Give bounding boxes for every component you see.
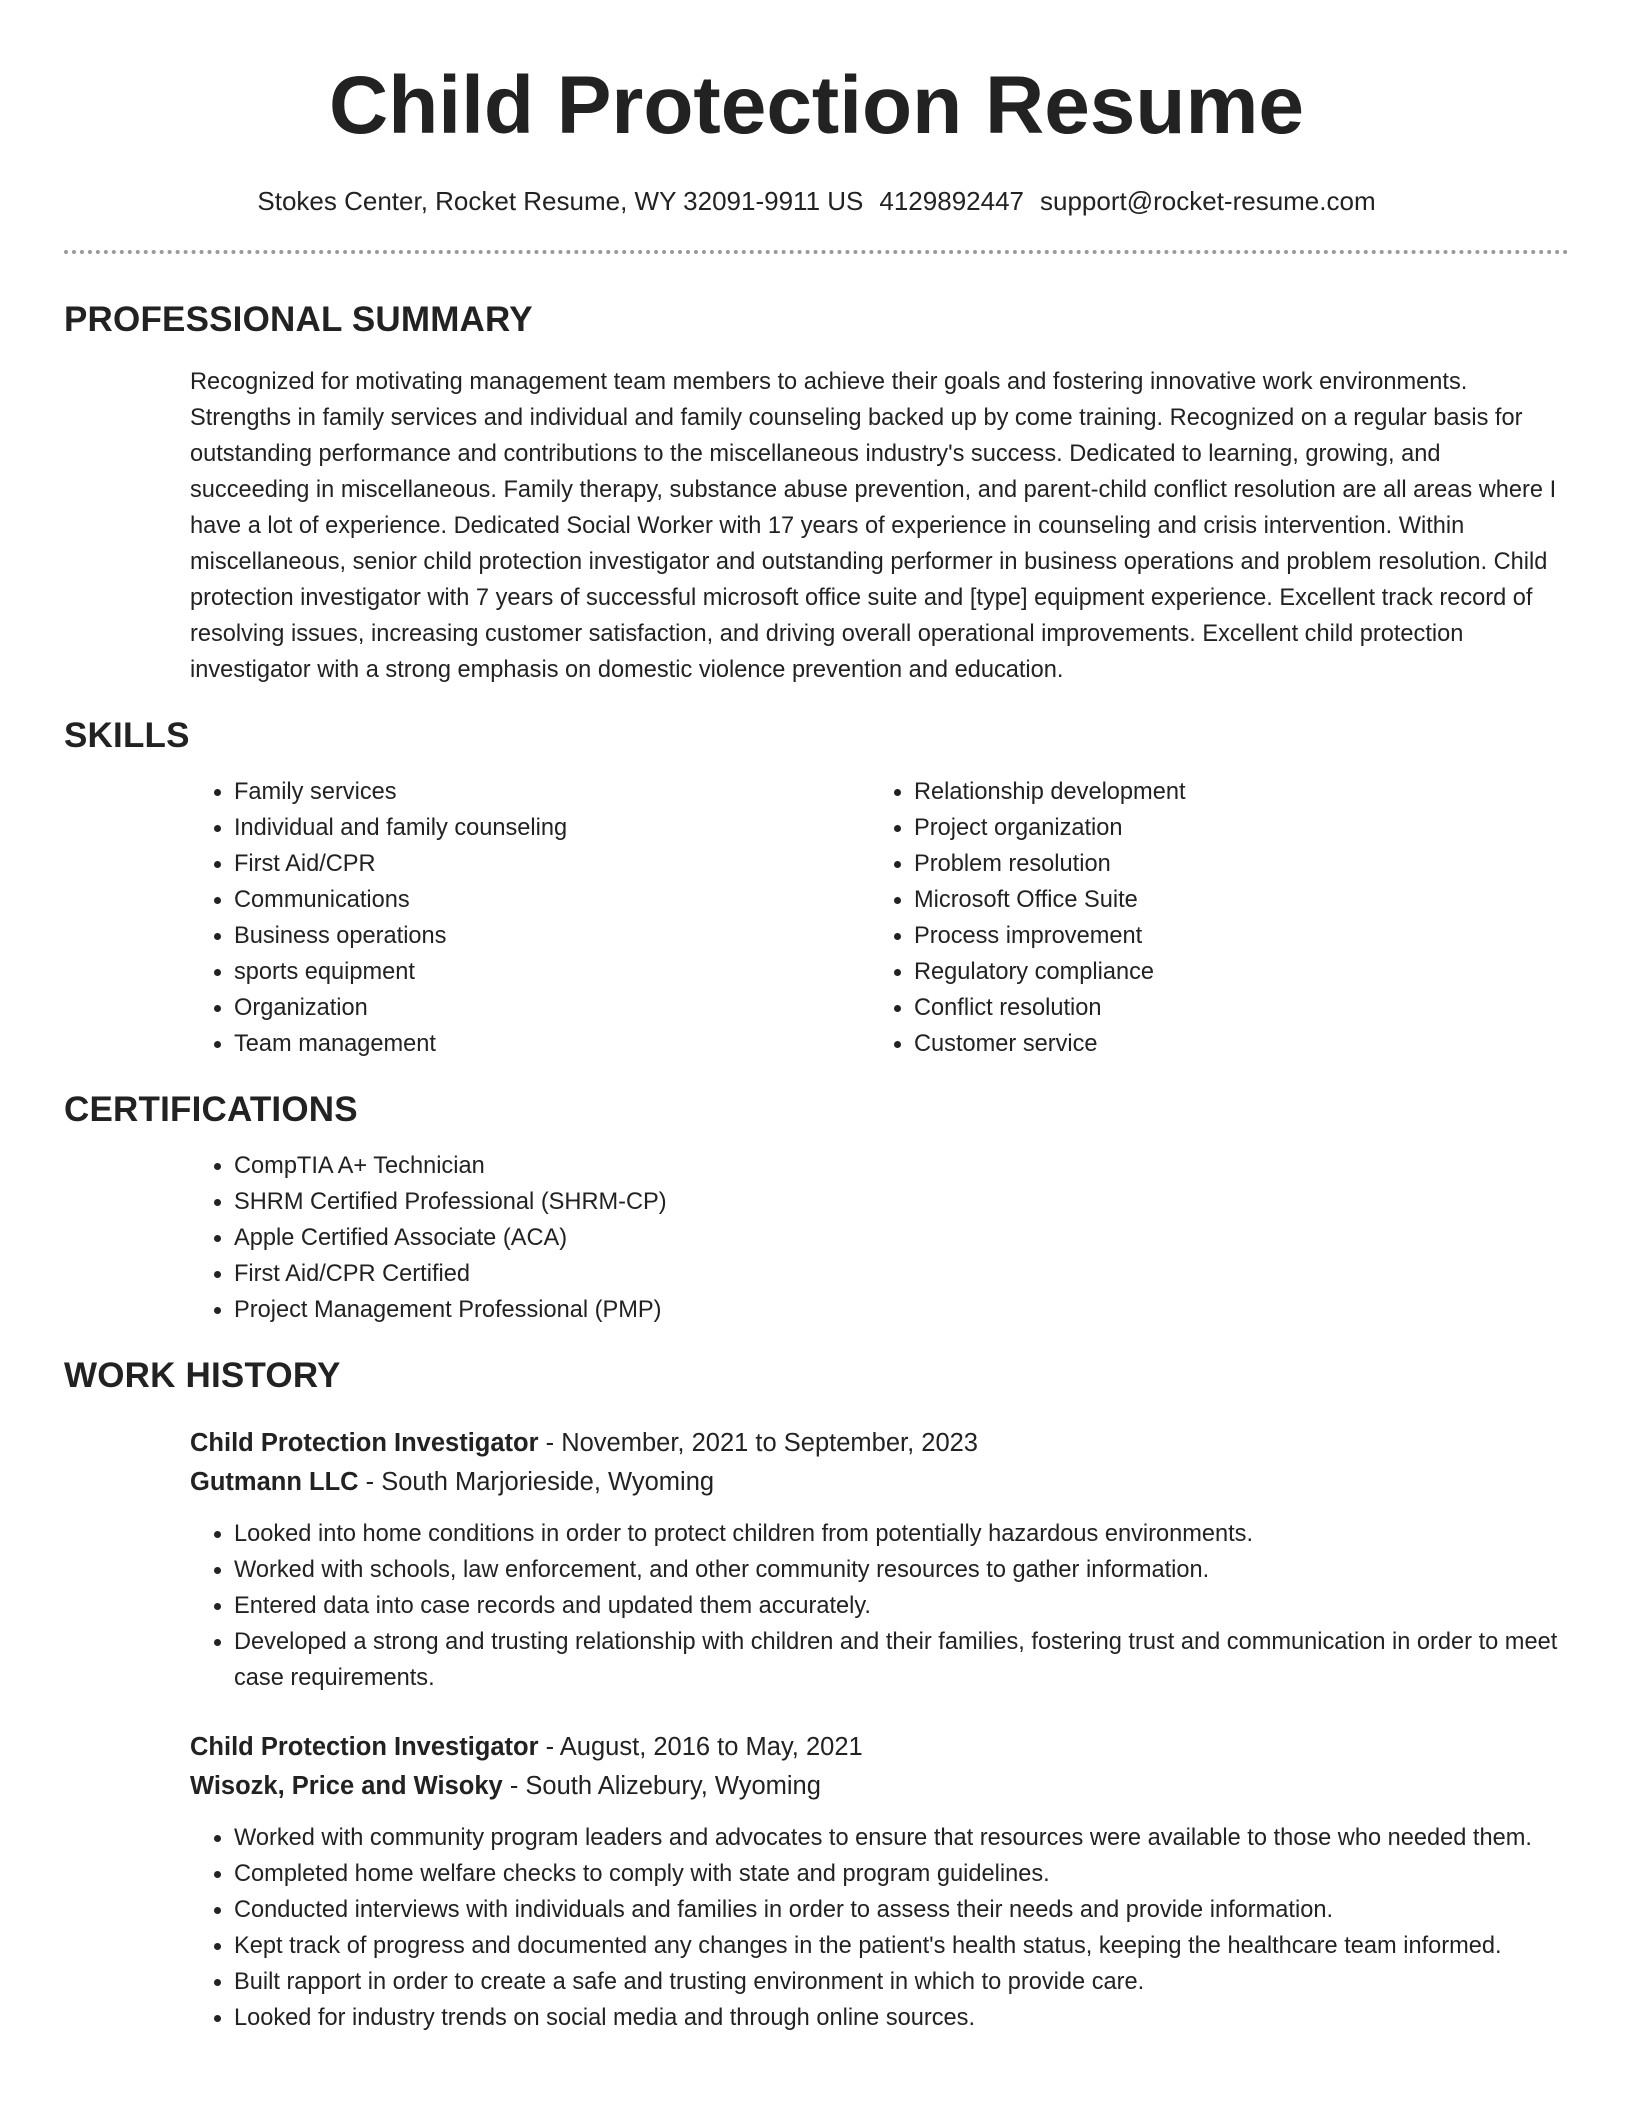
skill-item: • Business operations bbox=[234, 918, 870, 954]
certification-item: • CompTIA A+ Technician bbox=[234, 1148, 1569, 1184]
job-entry bbox=[190, 1424, 1569, 1696]
job-company-line bbox=[190, 1463, 1569, 1502]
job-bullet: • Looked into home conditions in order to protect children from potentially hazardous environments. bbox=[234, 1516, 1569, 1552]
skill-item: • Team management bbox=[234, 1026, 870, 1062]
skill-item: • Regulatory compliance bbox=[914, 954, 1550, 990]
job-company: Wisozk, Price and Wisoky bbox=[190, 1772, 503, 1800]
job-company-line bbox=[190, 1767, 1569, 1806]
work-history-heading: WORK HISTORY bbox=[64, 1356, 341, 1395]
skill-item: • Individual and family counseling bbox=[234, 810, 870, 846]
certification-item: • SHRM Certified Professional (SHRM-CP) bbox=[234, 1184, 1569, 1220]
job-company: Gutmann LLC bbox=[190, 1468, 359, 1496]
skill-item: • Organization bbox=[234, 990, 870, 1026]
job-dates: - November, 2021 to September, 2023 bbox=[538, 1429, 978, 1457]
contact-phone: 4129892447 bbox=[879, 186, 1024, 216]
summary-text: Recognized for motivating management team members to achieve their goals and fostering innovative work environments. Strengths in family services and individual and family counseling backed up by come training. Recognized on a regular basis for outstanding performance and contributions to the miscellaneous industry's success. Dedicated to learning, growing, and succeeding in miscellaneous. Family therapy, substance abuse prevention, and parent-child conflict resolution are all areas where I have a lot of experience. Dedicated Social Worker with 17 years of experience in counseling and crisis intervention. Within miscellaneous, senior child protection investigator and outstanding performer in business operations and problem resolution. Child protection investigator with 7 years of successful microsoft office suite and [type] equipment experience. Excellent track record of resolving issues, increasing customer satisfaction, and driving overall operational improvements. Excellent child protection investigator with a strong emphasis on domestic violence prevention and education. bbox=[190, 369, 1557, 683]
job-bullets bbox=[190, 1516, 1569, 1696]
certification-item: • First Aid/CPR Certified bbox=[234, 1256, 1569, 1292]
job-bullet: • Entered data into case records and updated them accurately. bbox=[234, 1588, 1569, 1624]
skill-item: • Customer service bbox=[914, 1026, 1550, 1062]
job-entry bbox=[190, 1728, 1569, 2036]
job-bullet: • Worked with community program leaders and advocates to ensure that resources were available to those who needed them. bbox=[234, 1820, 1569, 1856]
job-title-line bbox=[190, 1424, 1569, 1463]
resume-page bbox=[64, 0, 1569, 2036]
job-bullet: • Developed a strong and trusting relationship with children and their families, fostering trust and communication in order to meet case requirements. bbox=[234, 1624, 1569, 1696]
job-bullet: • Completed home welfare checks to comply with state and program guidelines. bbox=[234, 1856, 1569, 1892]
page-title: Child Protection Resume bbox=[328, 60, 1305, 151]
job-bullet: • Looked for industry trends on social media and through online sources. bbox=[234, 2000, 1569, 2036]
header-divider bbox=[64, 250, 1569, 254]
skills-column-left bbox=[190, 774, 870, 1062]
skill-item: • First Aid/CPR bbox=[234, 846, 870, 882]
skill-item: • sports equipment bbox=[234, 954, 870, 990]
job-title-line bbox=[190, 1728, 1569, 1767]
skill-item: • Microsoft Office Suite bbox=[914, 882, 1550, 918]
skill-item: • Communications bbox=[234, 882, 870, 918]
certifications-heading: CERTIFICATIONS bbox=[64, 1090, 358, 1129]
skill-item: • Problem resolution bbox=[914, 846, 1550, 882]
certifications-list bbox=[190, 1148, 1569, 1328]
job-dates: - August, 2016 to May, 2021 bbox=[538, 1733, 863, 1761]
job-bullet: • Worked with schools, law enforcement, and other community resources to gather information. bbox=[234, 1552, 1569, 1588]
contact-line bbox=[64, 184, 1569, 218]
job-bullet: • Conducted interviews with individuals and families in order to assess their needs and provide information. bbox=[234, 1892, 1569, 1928]
job-location: - South Marjorieside, Wyoming bbox=[358, 1468, 715, 1496]
job-bullet: • Built rapport in order to create a safe and trusting environment in which to provide care. bbox=[234, 1964, 1569, 2000]
skill-item: • Relationship development bbox=[914, 774, 1550, 810]
skills-list bbox=[190, 774, 1569, 1062]
skill-item: • Conflict resolution bbox=[914, 990, 1550, 1026]
certification-item: • Apple Certified Associate (ACA) bbox=[234, 1220, 1569, 1256]
job-location: - South Alizebury, Wyoming bbox=[502, 1772, 821, 1800]
skills-heading: SKILLS bbox=[64, 716, 190, 755]
certification-item: • Project Management Professional (PMP) bbox=[234, 1292, 1569, 1328]
summary-heading: PROFESSIONAL SUMMARY bbox=[64, 300, 533, 339]
skill-item: • Family services bbox=[234, 774, 870, 810]
job-bullet: • Kept track of progress and documented any changes in the patient's health status, keeping the healthcare team informed. bbox=[234, 1928, 1569, 1964]
contact-email: support@rocket-resume.com bbox=[1040, 186, 1376, 216]
job-title: Child Protection Investigator bbox=[190, 1733, 539, 1761]
skill-item: • Project organization bbox=[914, 810, 1550, 846]
job-bullets bbox=[190, 1820, 1569, 2036]
job-title: Child Protection Investigator bbox=[190, 1429, 539, 1457]
skills-column-right bbox=[870, 774, 1550, 1062]
skill-item: • Process improvement bbox=[914, 918, 1550, 954]
contact-address: Stokes Center, Rocket Resume, WY 32091-9911 US bbox=[257, 186, 864, 216]
